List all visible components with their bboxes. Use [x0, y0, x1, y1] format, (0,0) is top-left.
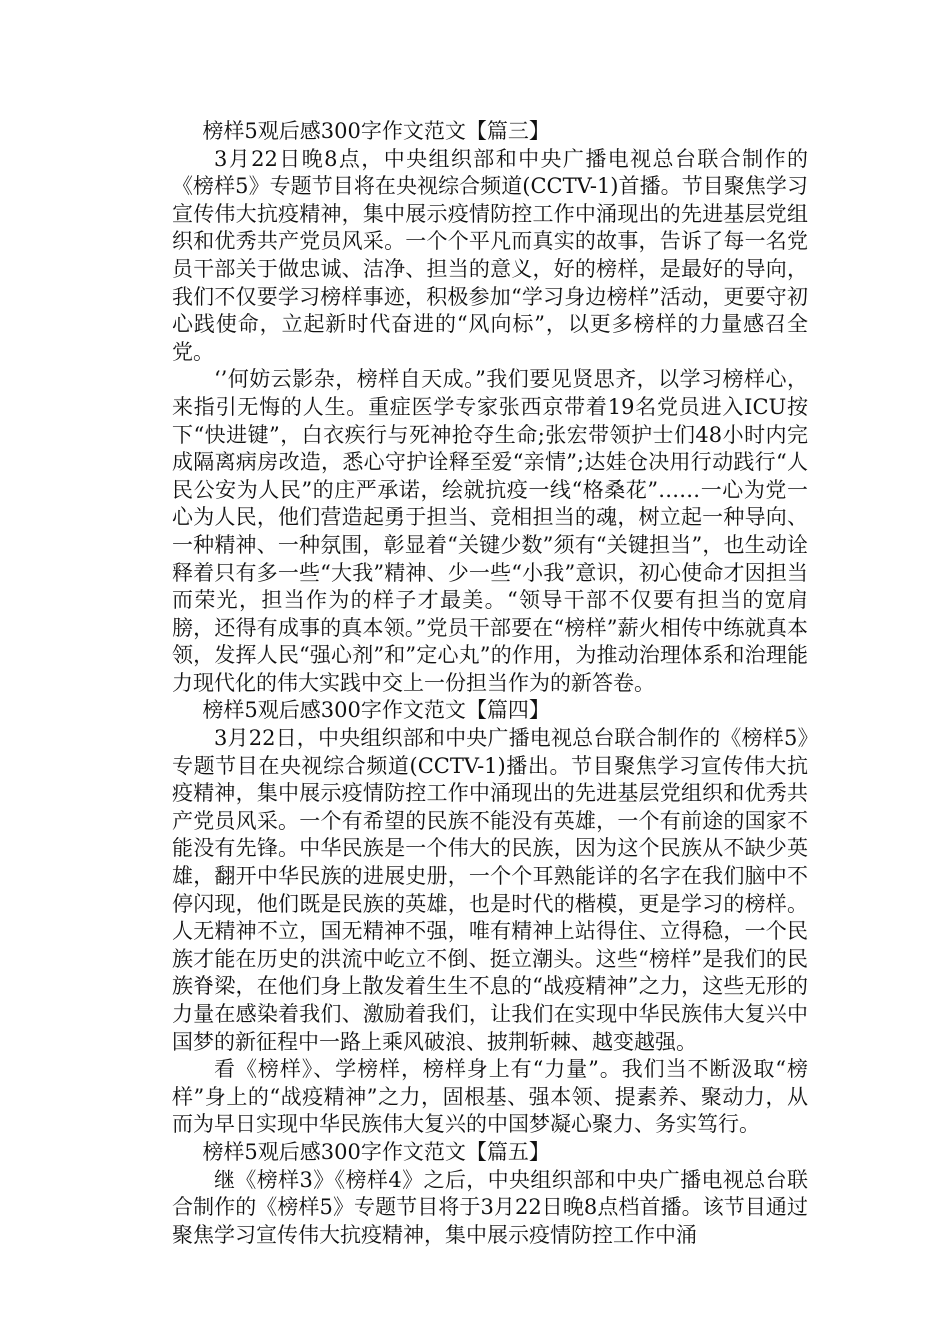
paragraph-4-2: 看《榜样》、学榜样，榜样身上有“力量”。我们当不断汲取“榜样”身上的“战疫精神”之力，固根基、强本领、提素养、聚动力，从而为早日实现中华民族伟大复兴的中国梦凝心聚力、务实笃行。 — [172, 1057, 808, 1137]
paragraph-4-1: 3月22日，中央组织部和中央广播电视总台联合制作的《榜样5》专题节目在央视综合频道(CCTV-1)播出。节目聚焦学习宣传伟大抗疫精神，集中展示疫情防控工作中涌现出的先进基层党组织和优秀共产党员风采。一个有希望的民族不能没有英雄，一个有前途的国家不能没有先锋。中华民族是一个伟大的民族，因为这个民族从不缺少英雄，翻开中华民族的进展史册，一个个耳熟能详的名字在我们脑中不停闪现，他们既是民族的英雄，也是时代的楷模，更是学习的榜样。人无精神不立，国无精神不强，唯有精神上站得住、立得稳，一个民族才能在历史的洪流中屹立不倒、挺立潮头。这些“榜样”是我们的民族脊梁，在他们身上散发着生生不息的“战疫精神”之力，这些无形的力量在感染着我们、激励着我们，让我们在实现中华民族伟大复兴中国梦的新征程中一路上乘风破浪、披荆斩棘、越变越强。 — [172, 726, 808, 1054]
paragraph-3-2: ‘’何妨云影杂，榜样自天成。”我们要见贤思齐，以学习榜样心，来指引无悔的人生。重症医学专家张西京带着19名党员进入ICU按下“快进键”，白衣疾行与死神抢夺生命;张宏带领护士们48小时内完成隔离病房改造，悉心守护诠释至爱“亲情”;达娃仓决用行动践行“人民公安为人民”的庄严承诺，绘就抗疫一线“格桑花”……一心为党一心为人民，他们营造起勇于担当、竞相担当的魂，树立起一种导向、一种精神、一种氛围，彰显着“关键少数”须有“关键担当”，也生动诠释着只有多一些“大我”精神、少一些“小我”意识，初心使命才因担当而荣光，担当作为的样子才最美。“领导干部不仅要有担当的宽肩膀，还得有成事的真本领。”党员干部要在“榜样”薪火相传中练就真本领，发挥人民“强心剂”和”定心丸”的作用，为推动治理体系和治理能力现代化的伟大实践中交上一份担当作为的新答卷。 — [172, 367, 808, 695]
section-heading-5: 榜样5观后感300字作文范文【篇五】 — [202, 1139, 550, 1164]
paragraph-5-1: 继《榜样3》《榜样4》之后，中央组织部和中央广播电视总台联合制作的《榜样5》专题节目将于3月22日晚8点档首播。该节目通过聚焦学习宣传伟大抗疫精神，集中展示疫情防控工作中涌 — [172, 1167, 808, 1247]
section-heading-4: 榜样5观后感300字作文范文【篇四】 — [202, 698, 550, 723]
paragraph-3-1: 3月22日晚8点，中央组织部和中央广播电视总台联合制作的《榜样5》专题节目将在央视综合频道(CCTV-1)首播。节目聚焦学习宣传伟大抗疫精神，集中展示疫情防控工作中涌现出的先进基层党组织和优秀共产党员风采。一个个平凡而真实的故事，告诉了每一名党员干部关于做忠诚、洁净、担当的意义，好的榜样，是最好的导向，我们不仅要学习榜样事迹，积极参加“学习身边榜样”活动，更要守初心践使命，立起新时代奋进的“风向标”，以更多榜样的力量感召全党。 — [172, 146, 808, 364]
section-heading-3: 榜样5观后感300字作文范文【篇三】 — [202, 119, 550, 143]
document-body — [172, 118, 808, 1249]
